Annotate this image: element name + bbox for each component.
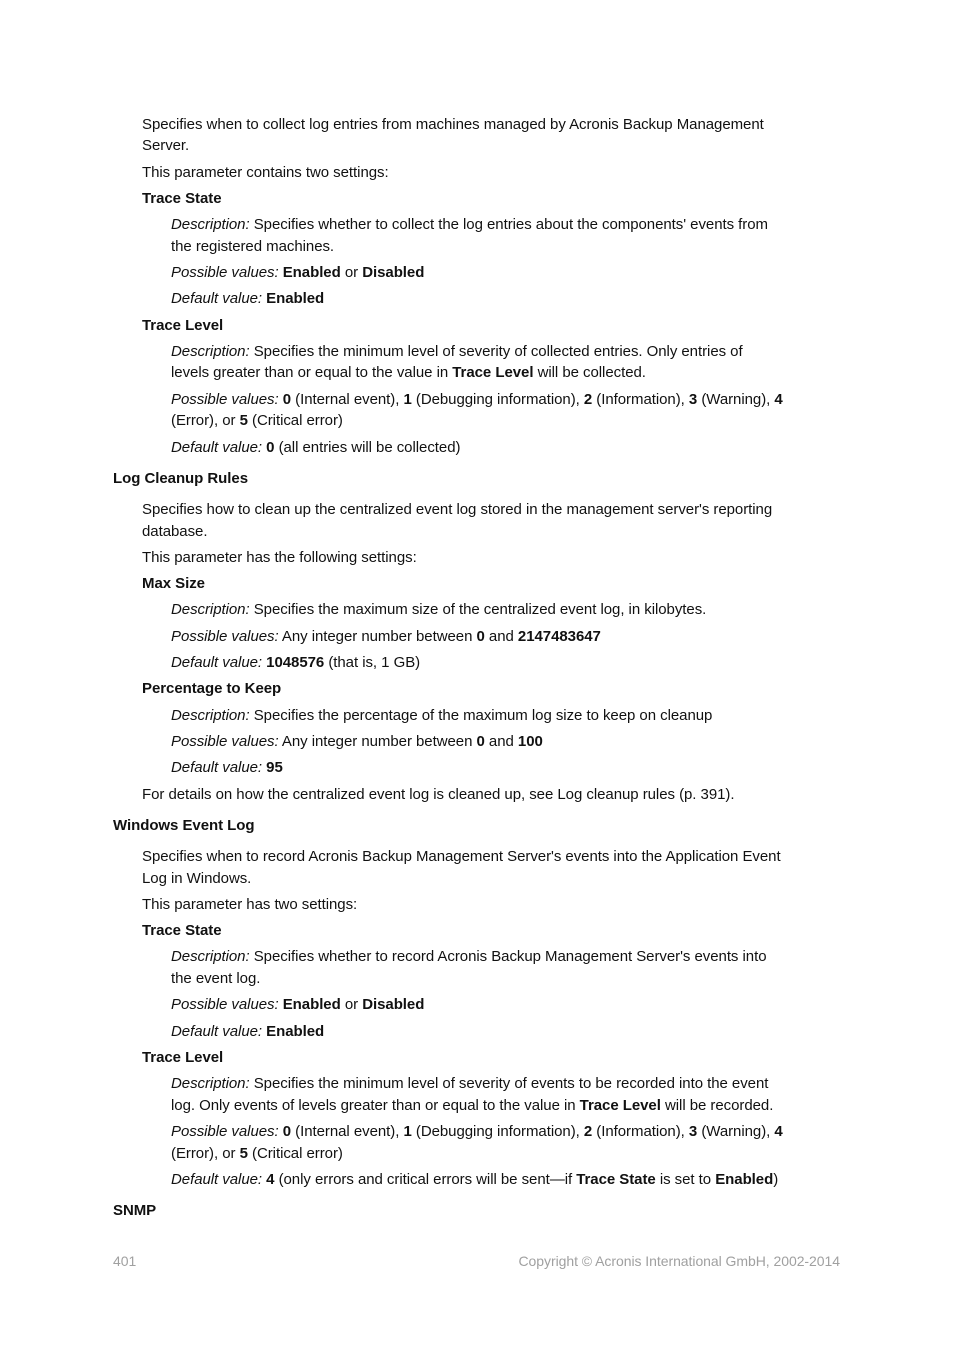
trace-level-possible-values: Possible values: 0 (Internal event), 1 (Debugging information), 2 (Information), 3 (Warning), 4	[171, 391, 783, 408]
trace-intro-line1: Specifies when to collect log entries from machines managed by Acronis Backup Management	[142, 116, 764, 133]
log-cleanup-details-text: For details on how the centralized event log is cleaned up, see Log cleanup rules (p. 391).	[142, 786, 735, 803]
percentage-possible-values: Possible values: Any integer number between 0 and 100	[171, 733, 543, 750]
snmp-title: SNMP	[113, 1202, 157, 1219]
log-cleanup-has-text: This parameter has the following settings:	[142, 549, 417, 566]
max-size-possible-values: Possible values: Any integer number between 0 and 2147483647	[171, 628, 601, 645]
copyright-notice: Copyright © Acronis International GmbH, 2002-2014	[518, 1253, 840, 1269]
wel-trace-level-description-cont: log. Only events of levels greater than or equal to the value in Trace Level will be recorded.	[171, 1097, 774, 1114]
trace-intro-line2: Server.	[142, 137, 190, 154]
trace-state-description-cont: the registered machines.	[171, 238, 335, 255]
max-size-heading: Max Size	[142, 575, 205, 592]
trace-state-default-value: Default value: Enabled	[171, 290, 325, 307]
max-size-description: Description: Specifies the maximum size of the centralized event log, in kilobytes.	[171, 601, 707, 618]
trace-state-heading: Trace State	[142, 190, 222, 207]
trace-level-default-value: Default value: 0 (all entries will be collected)	[171, 439, 461, 456]
log-cleanup-intro-line1: Specifies how to clean up the centralized event log stored in the management server's reporting	[142, 501, 773, 518]
wel-trace-state-description: Description: Specifies whether to record Acronis Backup Management Server's events into	[171, 948, 767, 965]
windows-event-log-has-text: This parameter has two settings:	[142, 896, 358, 913]
log-cleanup-title: Log Cleanup Rules	[113, 470, 248, 487]
percentage-heading: Percentage to Keep	[142, 680, 282, 697]
max-size-default-value: Default value: 1048576 (that is, 1 GB)	[171, 654, 421, 671]
trace-level-description: Description: Specifies the minimum level of severity of collected entries. Only entries of	[171, 343, 743, 360]
windows-event-log-intro-line2: Log in Windows.	[142, 870, 252, 887]
trace-state-possible-values: Possible values: Enabled or Disabled	[171, 264, 425, 281]
wel-trace-state-description-cont: the event log.	[171, 970, 261, 987]
wel-trace-level-possible-values-cont: (Error), or 5 (Critical error)	[171, 1145, 343, 1162]
windows-event-log-title: Windows Event Log	[113, 817, 255, 834]
page-number: 401	[113, 1253, 137, 1269]
trace-level-heading: Trace Level	[142, 317, 224, 334]
wel-trace-state-heading: Trace State	[142, 922, 222, 939]
trace-level-description-cont: levels greater than or equal to the value in Trace Level will be collected.	[171, 364, 646, 381]
wel-trace-level-possible-values: Possible values: 0 (Internal event), 1 (Debugging information), 2 (Information), 3 (Warning), 4	[171, 1123, 783, 1140]
wel-trace-level-default-value: Default value: 4 (only errors and critical errors will be sent—if Trace State is set to Enabled)	[171, 1171, 779, 1188]
trace-state-description: Description: Specifies whether to collect the log entries about the components' events from	[171, 216, 768, 233]
wel-trace-state-possible-values: Possible values: Enabled or Disabled	[171, 996, 425, 1013]
windows-event-log-intro-line1: Specifies when to record Acronis Backup Management Server's events into the Application Event	[142, 848, 781, 865]
wel-trace-level-description: Description: Specifies the minimum level of severity of events to be recorded into the event	[171, 1075, 769, 1092]
percentage-default-value: Default value: 95	[171, 759, 283, 776]
wel-trace-level-heading: Trace Level	[142, 1049, 224, 1066]
trace-contains-text: This parameter contains two settings:	[142, 164, 389, 181]
log-cleanup-intro-line2: database.	[142, 523, 208, 540]
wel-trace-state-default-value: Default value: Enabled	[171, 1023, 325, 1040]
percentage-description: Description: Specifies the percentage of the maximum log size to keep on cleanup	[171, 707, 713, 724]
trace-level-possible-values-cont: (Error), or 5 (Critical error)	[171, 412, 343, 429]
